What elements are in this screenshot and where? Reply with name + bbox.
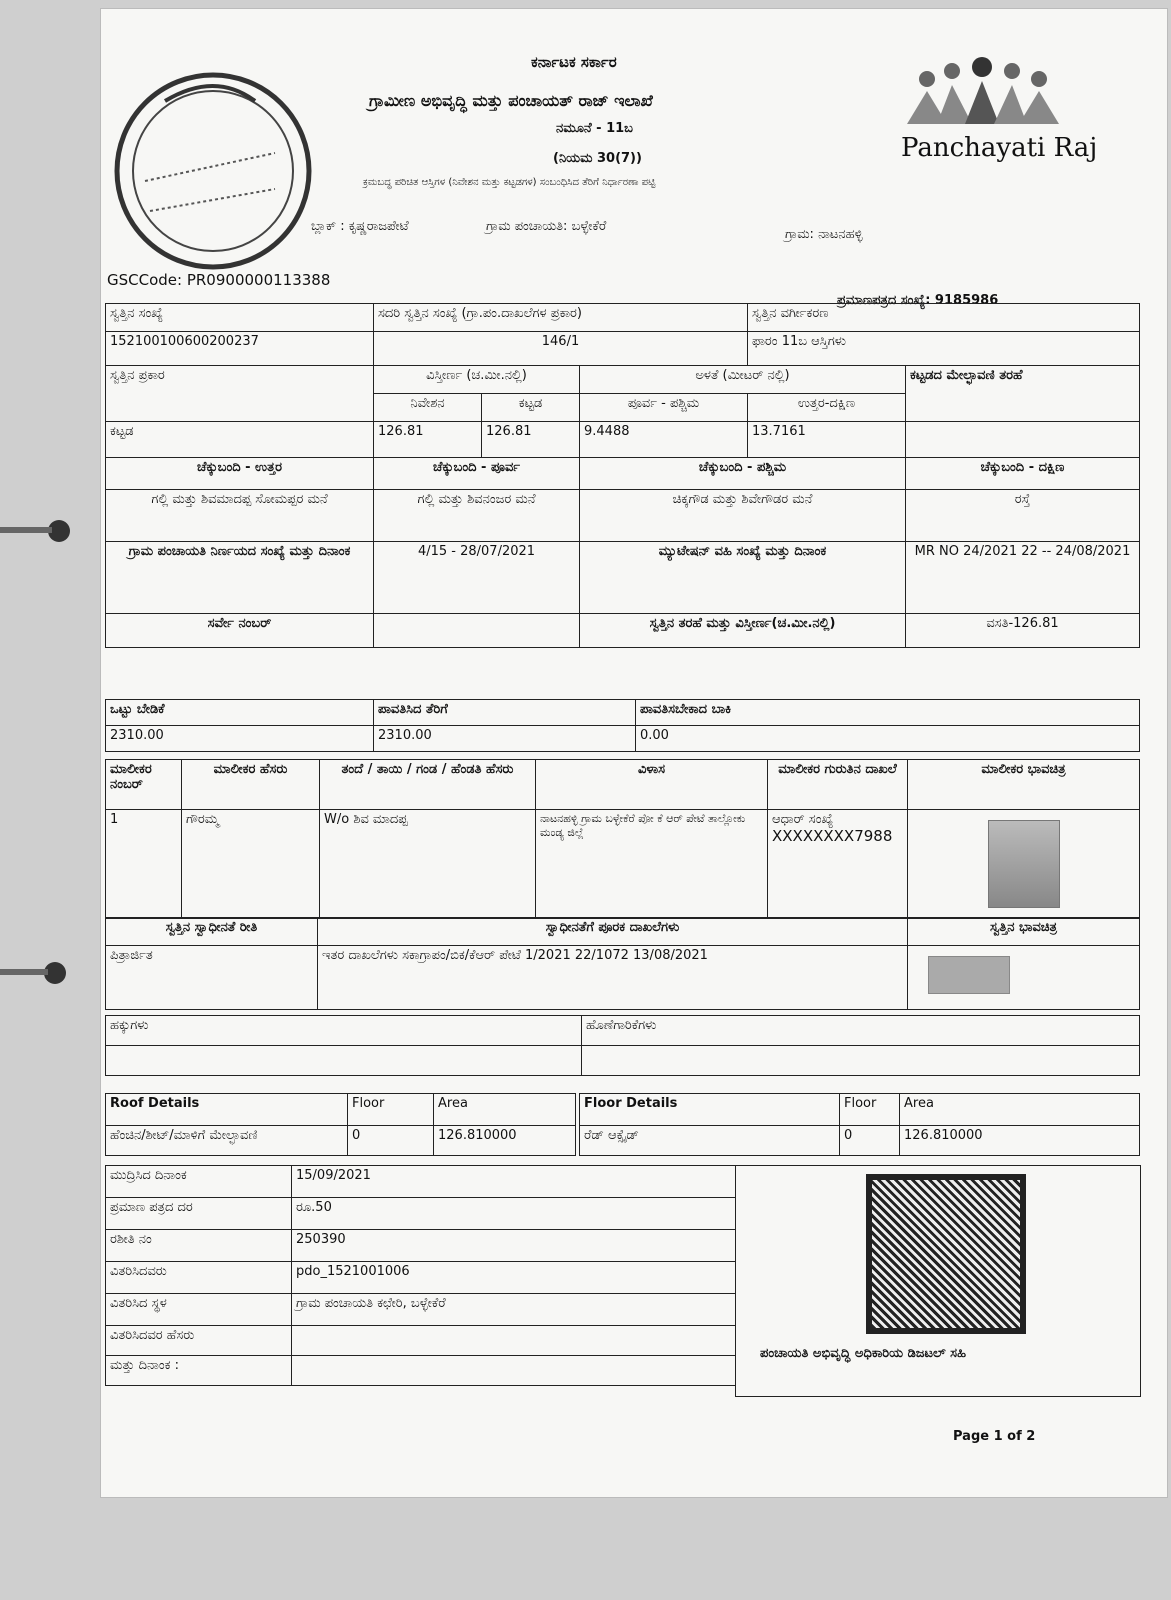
classification-label: ಸ್ವತ್ತಿನ ವರ್ಗೀಕರಣ — [748, 304, 1140, 332]
issuer-name-label: ವಿತರಿಸಿದವರ ಹೆಸರು — [106, 1326, 292, 1356]
survey-value — [374, 614, 580, 648]
floor-type: ರೆಡ್ ಆಕ್ಸೈಡ್ — [580, 1126, 840, 1156]
fee: ರೂ.50 — [292, 1198, 736, 1230]
block-name: ಬ್ಲಾಕ್ : ಕೃಷ್ಣರಾಜಪೇಟೆ — [311, 219, 409, 234]
signature-box — [735, 1165, 1141, 1397]
qr-code — [866, 1174, 1026, 1334]
gp-resolution-label: ಗ್ರಾಮ ಪಂಚಾಯತಿ ನಿರ್ಣಯದ ಸಂಖ್ಯೆ ಮತ್ತು ದಿನಾಂಕ — [106, 542, 374, 614]
issuer: pdo_1521001006 — [292, 1262, 736, 1294]
property-photo-cell — [908, 946, 1140, 1010]
property-type-label: ಸ್ವತ್ತಿನ ಪ್ರಕಾರ — [106, 366, 374, 422]
owner-name: ಗೌರಮ್ಮ — [182, 810, 320, 919]
roof-floor-label: Floor — [348, 1094, 434, 1126]
rights-label: ಹಕ್ಕುಗಳು — [106, 1016, 582, 1046]
site-area: 126.81 — [374, 422, 482, 458]
floor-details-label: Floor Details — [580, 1094, 840, 1126]
owner-photo — [988, 820, 1060, 908]
issue-place-label: ವಿತರಿಸಿದ ಸ್ಥಳ — [106, 1294, 292, 1326]
property-photo — [928, 956, 1010, 994]
property-table — [105, 303, 1140, 648]
record-number-label: ಸದರಿ ಸ್ವತ್ತಿನ ಸಂಖ್ಯೆ (ಗ್ರಾ.ಪಂ.ದಾಖಲೆಗಳ ಪ್ರಕಾರ) — [374, 304, 748, 332]
ownership-method: ಪಿತ್ರಾರ್ಜಿತ — [106, 946, 318, 1010]
relation-name: W/o ಶಿವ ಮಾದಪ್ಪ — [320, 810, 536, 919]
roof-area-label: Area — [434, 1094, 576, 1126]
address-label: ವಿಳಾಸ — [536, 760, 768, 810]
boundary-east-label: ಚೆಕ್ಕುಬಂದಿ - ಪೂರ್ವ — [374, 458, 580, 490]
certificate-page — [100, 8, 1168, 1498]
form-subtitle: ಕ್ರಮಬದ್ಧ ಪರಿಚಿತ ಆಸ್ತಿಗಳ (ನಿವೇಶನ ಮತ್ತು ಕಟ್ಟಡಗಳ) ಸಂಬಂಧಿಸಿದ ತೆರಿಗೆ ನಿರ್ಧಾರಣಾ ಪಟ್ಟಿ — [363, 177, 656, 188]
issuer-label: ವಿತರಿಸಿದವರು — [106, 1262, 292, 1294]
gsc-code: GSCCode: PR0900000113388 — [107, 271, 331, 289]
form-number: ನಮೂನೆ - 11ಬ — [556, 121, 633, 136]
receipt-number: 250390 — [292, 1230, 736, 1262]
boundary-south-label: ಚೆಕ್ಕುಬಂದಿ - ದಕ್ಷಿಣ — [906, 458, 1140, 490]
mutation-label: ಮ್ಯುಟೇಷನ್ ವಹಿ ಸಂಖ್ಯೆ ಮತ್ತು ದಿನಾಂಕ — [580, 542, 906, 614]
floor-floor: 0 — [840, 1126, 900, 1156]
record-number: 146/1 — [374, 332, 748, 366]
boundary-north-label: ಚೆಕ್ಕುಬಂದಿ - ಉತ್ತರ — [106, 458, 374, 490]
roof-area: 126.810000 — [434, 1126, 576, 1156]
binder-wire-bottom — [0, 969, 48, 975]
issue-date — [292, 1356, 736, 1386]
govt-title: ಕರ್ನಾಟಕ ಸರ್ಕಾರ — [531, 53, 617, 71]
owner-address: ನಾಟನಹಳ್ಳಿ ಗ್ರಾಮ ಬಳ್ಳೇಕೆರೆ ಪೋ ಕೆ ಆರ್ ಪೇಟೆ ತಾಲ್ಲೋಕು ಮಂಡ್ಯ ಜಿಲ್ಲೆ — [536, 810, 768, 919]
ownership-docs-label: ಸ್ವಾಧೀನತೆಗೆ ಪೂರಕ ದಾಖಲೆಗಳು — [318, 918, 908, 946]
rights-table — [105, 1015, 1140, 1076]
roof-type: ಹೆಂಚಿನ/ಶೀಟ್/ಮಾಳಿಗೆ ಮೇಲ್ಛಾವಣಿ — [106, 1126, 348, 1156]
printed-date: 15/09/2021 — [292, 1166, 736, 1198]
boundary-east: ಗಲ್ಲಿ ಮತ್ತು ಶಿವನಂಜರ ಮನೆ — [374, 490, 580, 542]
gp-resolution: 4/15 - 28/07/2021 — [374, 542, 580, 614]
owner-photo-cell — [908, 810, 1140, 919]
property-photo-label: ಸ್ವತ್ತಿನ ಭಾವಚಿತ್ರ — [908, 918, 1140, 946]
issue-table — [105, 1165, 736, 1386]
fee-label: ಪ್ರಮಾಣ ಪತ್ರದ ದರ — [106, 1198, 292, 1230]
east-west-label: ಪೂರ್ವ - ಪಶ್ಚಿಮ — [580, 394, 748, 422]
roof-table — [105, 1093, 576, 1156]
id-number: XXXXXXXX7988 — [772, 827, 893, 845]
property-number: 152100100600200237 — [106, 332, 374, 366]
relation-label: ತಂದೆ / ತಾಯಿ / ಗಂಡ / ಹೆಂಡತಿ ಹೆಸರು — [320, 760, 536, 810]
id-document-label: ಮಾಲೀಕರ ಗುರುತಿನ ದಾಖಲೆ — [768, 760, 908, 810]
roof-floor: 0 — [348, 1126, 434, 1156]
tax-table — [105, 699, 1140, 752]
building-label: ಕಟ್ಟಡ — [482, 394, 580, 422]
department-title: ಗ್ರಾಮೀಣ ಅಭಿವೃದ್ಧಿ ಮತ್ತು ಪಂಚಾಯತ್ ರಾಜ್ ಇಲಾಖೆ — [369, 91, 653, 110]
total-demand-label: ಒಟ್ಟು ಬೇಡಿಕೆ — [106, 700, 374, 726]
type-area-label: ಸ್ವತ್ತಿನ ತರಹೆ ಮತ್ತು ವಿಸ್ತೀರ್ಣ(ಚ.ಮೀ.ನಲ್ಲಿ) — [580, 614, 906, 648]
classification: ಫಾರಂ 11ಬ ಆಸ್ತಿಗಳು — [748, 332, 1140, 366]
site-label: ನಿವೇಶನ — [374, 394, 482, 422]
ownership-method-label: ಸ್ವತ್ತಿನ ಸ್ವಾಧೀನತೆ ರೀತಿ — [106, 918, 318, 946]
tax-paid: 2310.00 — [374, 726, 636, 752]
rule-number: (ನಿಯಮ 30(7)) — [553, 151, 642, 166]
ownership-table — [105, 917, 1140, 1010]
owner-table — [105, 759, 1140, 919]
issue-place: ಗ್ರಾಮ ಪಂಚಾಯತಿ ಕಛೇರಿ, ಬಳ್ಳೇಕೆರೆ — [292, 1294, 736, 1326]
mutation-value: MR NO 24/2021 22 -- 24/08/2021 — [906, 542, 1140, 614]
certificate-number: ಪ್ರಮಾಣಪತ್ರದ ಸಂಖ್ಯೆ: 9185986 — [837, 293, 999, 308]
id-type: ಆಧಾರ್ ಸಂಖ್ಯೆ — [772, 812, 834, 827]
area-label: ವಿಸ್ತೀರ್ಣ (ಚ.ಮೀ.ನಲ್ಲಿ) — [374, 366, 580, 394]
balance-label: ಪಾವತಿಸಬೇಕಾದ ಬಾಕಿ — [636, 700, 1140, 726]
boundary-west: ಚಿಕ್ಕಗೌಡ ಮತ್ತು ಶಿವೇಗೌಡರ ಮನೆ — [580, 490, 906, 542]
owner-number-label: ಮಾಲೀಕರ ನಂಬರ್ — [106, 760, 182, 810]
printed-date-label: ಮುದ್ರಿಸಿದ ದಿನಾಂಕ — [106, 1166, 292, 1198]
total-demand: 2310.00 — [106, 726, 374, 752]
dimension-label: ಅಳತೆ (ಮೀಟರ್ ನಲ್ಲಿ) — [580, 366, 906, 394]
issuer-name — [292, 1326, 736, 1356]
tax-paid-label: ಪಾವತಿಸಿದ ತೆರಿಗೆ — [374, 700, 636, 726]
gram-panchayat-name: ಗ್ರಾಮ ಪಂಚಾಯತಿ: ಬಳ್ಳೇಕೆರೆ — [486, 219, 607, 234]
owner-photo-label: ಮಾಲೀಕರ ಭಾವಚಿತ್ರ — [908, 760, 1140, 810]
page-number: Page 1 of 2 — [953, 1429, 1036, 1444]
boundary-south: ರಸ್ತೆ — [906, 490, 1140, 542]
north-south-label: ಉತ್ತರ-ದಕ್ಷಿಣ — [748, 394, 906, 422]
ownership-docs: ಇತರ ದಾಖಲೆಗಳು ಸಕಾಗ್ರಾಪಂ/ಬಿಕ/ಕೆಆರ್ ಪೇಟೆ 1/2021 22/1072 13/08/2021 — [318, 946, 908, 1010]
village-name: ಗ್ರಾಮ: ನಾಟನಹಳ್ಳಿ — [785, 227, 863, 242]
floor-table — [579, 1093, 1140, 1156]
receipt-label: ರಶೀತಿ ನಂ — [106, 1230, 292, 1262]
floor-floor-label: Floor — [840, 1094, 900, 1126]
property-type: ಕಟ್ಟಡ — [106, 422, 374, 458]
boundary-north: ಗಲ್ಲಿ ಮತ್ತು ಶಿವಮಾದಪ್ಪ ಸೋಮಪ್ಪರ ಮನೆ — [106, 490, 374, 542]
owner-id-cell — [768, 810, 908, 919]
owner-number: 1 — [106, 810, 182, 919]
type-area-value: ವಸತಿ-126.81 — [906, 614, 1140, 648]
east-west-value: 9.4488 — [580, 422, 748, 458]
north-south-value: 13.7161 — [748, 422, 906, 458]
panchayati-raj-logo — [897, 49, 1087, 129]
date-label: ಮತ್ತು ದಿನಾಂಕ : — [106, 1356, 292, 1386]
boundary-west-label: ಚೆಕ್ಕುಬಂದಿ - ಪಶ್ಚಿಮ — [580, 458, 906, 490]
binder-wire-top — [0, 527, 52, 533]
floor-area-label: Area — [900, 1094, 1140, 1126]
signature-caption: ಪಂಚಾಯತಿ ಅಭಿವೃದ್ಧಿ ಅಧಿಕಾರಿಯ ಡಿಜಟಲ್ ಸಹಿ — [760, 1346, 967, 1361]
logo-text: Panchayati Raj — [901, 133, 1098, 163]
rights-value — [106, 1046, 582, 1076]
balance: 0.00 — [636, 726, 1140, 752]
official-seal — [105, 61, 335, 271]
building-area: 126.81 — [482, 422, 580, 458]
liabilities-value — [582, 1046, 1140, 1076]
floor-area: 126.810000 — [900, 1126, 1140, 1156]
owner-name-label: ಮಾಲೀಕರ ಹೆಸರು — [182, 760, 320, 810]
property-number-label: ಸ್ವತ್ತಿನ ಸಂಖ್ಯೆ — [106, 304, 374, 332]
roof-type-label: ಕಟ್ಟಡದ ಮೇಲ್ಛಾವಣಿ ತರಹೆ — [906, 366, 1140, 422]
roof-type-value — [906, 422, 1140, 458]
survey-label: ಸರ್ವೇ ನಂಬರ್ — [106, 614, 374, 648]
liabilities-label: ಹೊಣೆಗಾರಿಕೆಗಳು — [582, 1016, 1140, 1046]
roof-details-label: Roof Details — [106, 1094, 348, 1126]
